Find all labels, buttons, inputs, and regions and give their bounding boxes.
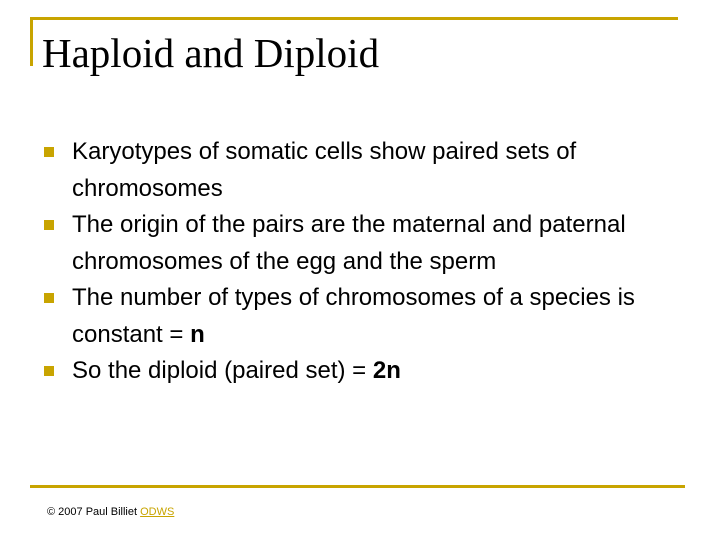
bullet-emphasis-n: n xyxy=(190,320,205,348)
footer-credit-text: © 2007 Paul Billiet xyxy=(47,506,141,518)
square-bullet-icon xyxy=(44,366,54,376)
top-border-line xyxy=(30,17,678,20)
slide-title: Haploid and Diploid xyxy=(42,30,380,76)
bullet-text: Karyotypes of somatic cells show paired sets of chromosomes xyxy=(72,138,577,202)
footer-credit xyxy=(47,505,174,519)
bullet-item-haploid-number xyxy=(44,280,684,353)
bullet-item-diploid xyxy=(44,353,684,390)
bullet-text: The number of types of chromosomes of a species is constant = xyxy=(72,284,635,348)
bullet-text: So the diploid (paired set) = xyxy=(72,357,373,384)
bullet-text: The origin of the pairs are the maternal and paternal chromosomes of the egg and the sperm xyxy=(72,211,626,275)
bullet-item-origin xyxy=(44,207,684,280)
square-bullet-icon xyxy=(44,293,54,303)
bullet-list xyxy=(44,134,684,390)
bottom-border-line xyxy=(30,485,685,488)
bullet-item-karyotypes xyxy=(44,134,684,207)
footer-link-odws[interactable]: ODWS xyxy=(140,506,175,518)
square-bullet-icon xyxy=(44,147,54,157)
square-bullet-icon xyxy=(44,220,54,230)
left-border-line xyxy=(30,17,33,66)
bullet-emphasis-2n: 2n xyxy=(372,357,401,384)
